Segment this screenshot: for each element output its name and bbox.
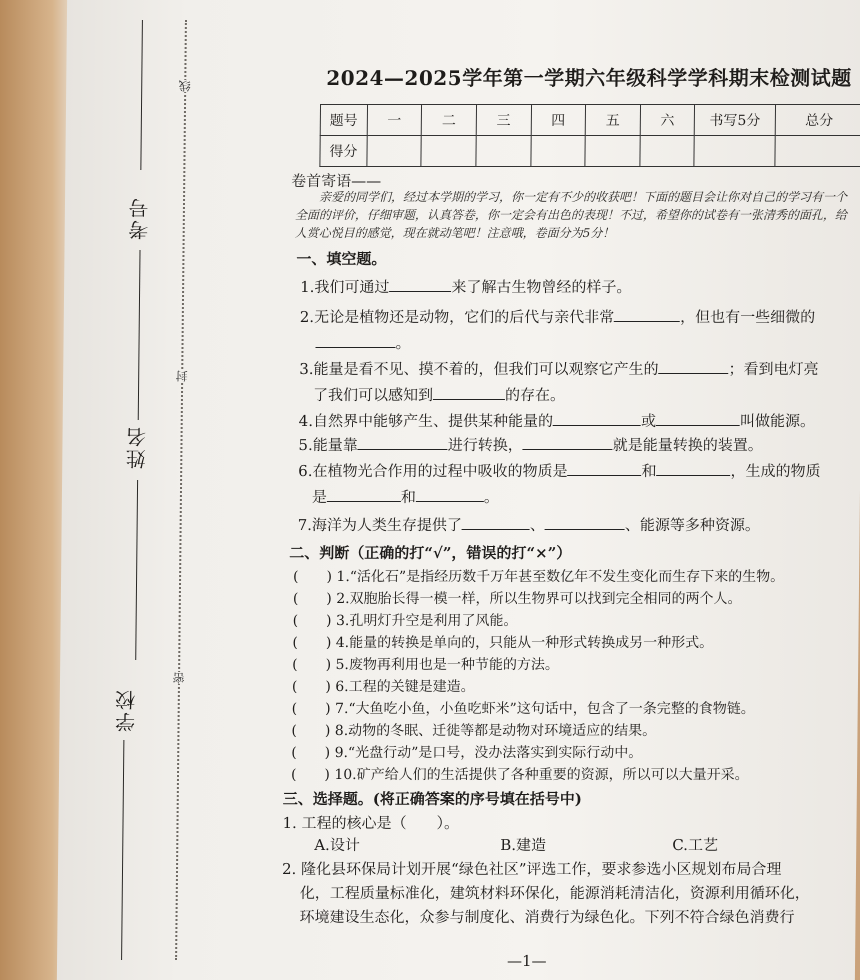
- fill-question-5: [298, 434, 763, 455]
- intro-text: 亲爱的同学们，经过本学期的学习，你一定有不少的收获吧！下面的题目会让你对自己的学习有一个全面的评价，仔细审题，认真答卷，你一定会有出色的表现！不过，希望你的试卷有一张清秀的面孔，给人赏心悦目的感觉，现在就动笔吧！注意哦，卷面分为5分！: [294, 190, 848, 240]
- score-header-cell: 六: [640, 105, 695, 136]
- judge-item: ( ) 3.孔明灯升空是利用了风能。: [292, 613, 518, 629]
- score-cell[interactable]: [775, 136, 860, 167]
- score-cell[interactable]: [367, 136, 422, 167]
- fill-question-2: [300, 306, 816, 327]
- answer-blank[interactable]: [659, 359, 729, 374]
- question-text: ；看到电灯亮: [728, 360, 819, 378]
- exam-page: [57, 0, 860, 980]
- exam-content: [227, 0, 860, 980]
- name-label: 姓名: [125, 425, 150, 469]
- score-header-cell: 题号: [320, 105, 367, 136]
- question-text: 和: [400, 488, 417, 506]
- choice-option[interactable]: B.建造: [500, 836, 547, 854]
- score-header-cell: 三: [476, 105, 531, 136]
- fill-question-3-cont: [313, 384, 565, 405]
- answer-blank[interactable]: [523, 435, 613, 450]
- answer-blank[interactable]: [433, 385, 505, 400]
- judge-item: ( ) 10.矿产给人们的生活提供了各种重要的资源，所以可以大量开采。: [290, 767, 749, 783]
- question-text: 6.在植物光合作用的过程中吸收的物质是: [298, 462, 568, 480]
- name-line-bottom: [135, 480, 138, 660]
- question-text: 1.我们可通过: [300, 278, 390, 296]
- score-header-cell: 一: [367, 105, 422, 136]
- score-cell[interactable]: [585, 136, 640, 167]
- question-text: 的存在。: [504, 386, 566, 404]
- answer-blank[interactable]: [358, 435, 448, 450]
- score-cell[interactable]: [694, 136, 775, 167]
- question-text: 或: [640, 412, 657, 430]
- page-number: —1—: [506, 952, 547, 970]
- choice-question-2-line: 化，工程质量标准化，建筑材料环保化，能源消耗清洁化，资源利用循环化，: [299, 884, 810, 902]
- question-text: 。: [483, 488, 500, 506]
- fill-question-3: [299, 358, 819, 379]
- score-cell[interactable]: [476, 136, 531, 167]
- judge-item: ( ) 1.“活化石”是指经历数千万年甚至数亿年不发生变化而生存下来的生物。: [293, 569, 785, 585]
- cut-mark-seal: 封: [175, 370, 190, 382]
- judge-item: ( ) 8.动物的冬眠、迁徙等都是动物对环境适应的结果。: [291, 723, 657, 739]
- judge-item: ( ) 6.工程的关键是建造。: [291, 679, 475, 695]
- score-header-cell: 二: [422, 105, 477, 136]
- fill-question-6: [298, 460, 821, 481]
- question-text: 7.海洋为人类生存提供了: [297, 516, 463, 534]
- exam-number-label: 考号: [127, 196, 153, 240]
- score-row-label: 得分: [320, 136, 367, 167]
- fill-question-4: [299, 410, 816, 431]
- section-choice-heading: 三、选择题。(将正确答案的序号填在括号中): [282, 790, 583, 808]
- fill-question-6-cont: [312, 486, 499, 507]
- judge-item: ( ) 4.能量的转换是单向的，只能从一种形式转换成另一种形式。: [292, 635, 714, 651]
- fill-question-7: [298, 514, 761, 535]
- exam-title: 2024—2025学年第一学期六年级科学学科期末检测试题: [326, 66, 852, 90]
- answer-blank[interactable]: [416, 487, 484, 502]
- answer-blank[interactable]: [567, 461, 641, 476]
- question-text: 5.能量靠: [298, 436, 358, 454]
- question-text: 4.自然界中能够产生、提供某种能量的: [298, 412, 554, 430]
- question-text: 就是能量转换的装置。: [612, 436, 763, 454]
- score-header-cell: 五: [585, 105, 640, 136]
- intro-heading: 卷首寄语——: [291, 172, 382, 190]
- exam-number-line: [140, 20, 143, 170]
- question-text: 2.无论是植物还是动物，它们的后代与亲代非常: [299, 308, 615, 326]
- answer-blank[interactable]: [553, 411, 641, 426]
- question-text: 3.能量是看不见、摸不着的，但我们可以观察它产生的: [299, 360, 659, 378]
- judge-item: ( ) 5.废物再利用也是一种节能的方法。: [292, 657, 559, 673]
- fill-question-2-cont: [315, 332, 410, 353]
- cut-mark-line: 线: [178, 80, 193, 92]
- section-judge-heading: 二、判断（正确的打“√”，错误的打“×”）: [289, 544, 572, 562]
- judge-item: ( ) 2.双胞胎长得一模一样，所以生物界可以找到完全相同的两个人。: [292, 591, 742, 607]
- question-text: ，但也有一些细微的: [680, 308, 816, 326]
- question-text: 是: [311, 488, 328, 506]
- question-text: 进行转换，: [447, 436, 523, 454]
- answer-blank[interactable]: [327, 487, 401, 502]
- answer-blank[interactable]: [462, 515, 530, 530]
- answer-blank[interactable]: [389, 277, 451, 292]
- binding-margin: [57, 0, 237, 980]
- answer-blank[interactable]: [315, 333, 395, 348]
- score-table-header-row: [320, 105, 860, 136]
- choice-question-2-line: 2. 隆化县环保局计划开展“绿色社区”评选工作，要求参选小区规划布局合理: [281, 860, 782, 878]
- answer-blank[interactable]: [545, 515, 625, 530]
- question-text: 、: [529, 516, 546, 534]
- question-text: 和: [641, 462, 657, 480]
- score-cell[interactable]: [640, 136, 695, 167]
- judge-item: ( ) 7.“大鱼吃小鱼，小鱼吃虾米”这句话中，包含了一条完整的食物链。: [291, 701, 755, 717]
- binding-dotted-line: [175, 20, 187, 960]
- name-line-top: [138, 250, 141, 420]
- cut-mark-secret: 密: [171, 672, 187, 684]
- score-header-cell: 总分: [775, 105, 860, 136]
- answer-blank[interactable]: [614, 307, 680, 322]
- question-text: 。: [395, 334, 411, 352]
- score-header-cell: 书写5分: [695, 105, 776, 136]
- answer-blank[interactable]: [656, 461, 730, 476]
- question-text: 来了解古生物曾经的样子。: [451, 278, 632, 296]
- choice-question-2-line: 环境建设生态化，众参与制度化、消费行为绿色化。下列不符合绿色消费行: [299, 908, 795, 926]
- fill-question-1: [300, 276, 632, 297]
- score-table: [319, 104, 860, 167]
- section-fill-heading: 一、填空题。: [296, 250, 387, 268]
- choice-option[interactable]: C.工艺: [672, 836, 719, 854]
- school-line: [121, 740, 124, 960]
- judge-item: ( ) 9.“光盘行动”是口号，没办法落实到实际行动中。: [291, 745, 643, 761]
- question-text: ，生成的物质: [730, 462, 821, 480]
- question-text: 、能源等多种资源。: [624, 516, 761, 534]
- school-label: 学校: [114, 688, 139, 732]
- choice-question-1-options: [314, 834, 718, 855]
- question-text: 了我们可以感知到: [312, 386, 434, 404]
- score-table-score-row: [320, 136, 860, 167]
- choice-question-1: 1. 工程的核心是（ ）。: [282, 814, 460, 832]
- question-text: 叫做能源。: [739, 412, 816, 430]
- answer-blank[interactable]: [656, 411, 740, 426]
- score-cell[interactable]: [530, 136, 585, 167]
- score-header-cell: 四: [531, 105, 586, 136]
- score-cell[interactable]: [421, 136, 476, 167]
- choice-option[interactable]: A.设计: [314, 836, 360, 854]
